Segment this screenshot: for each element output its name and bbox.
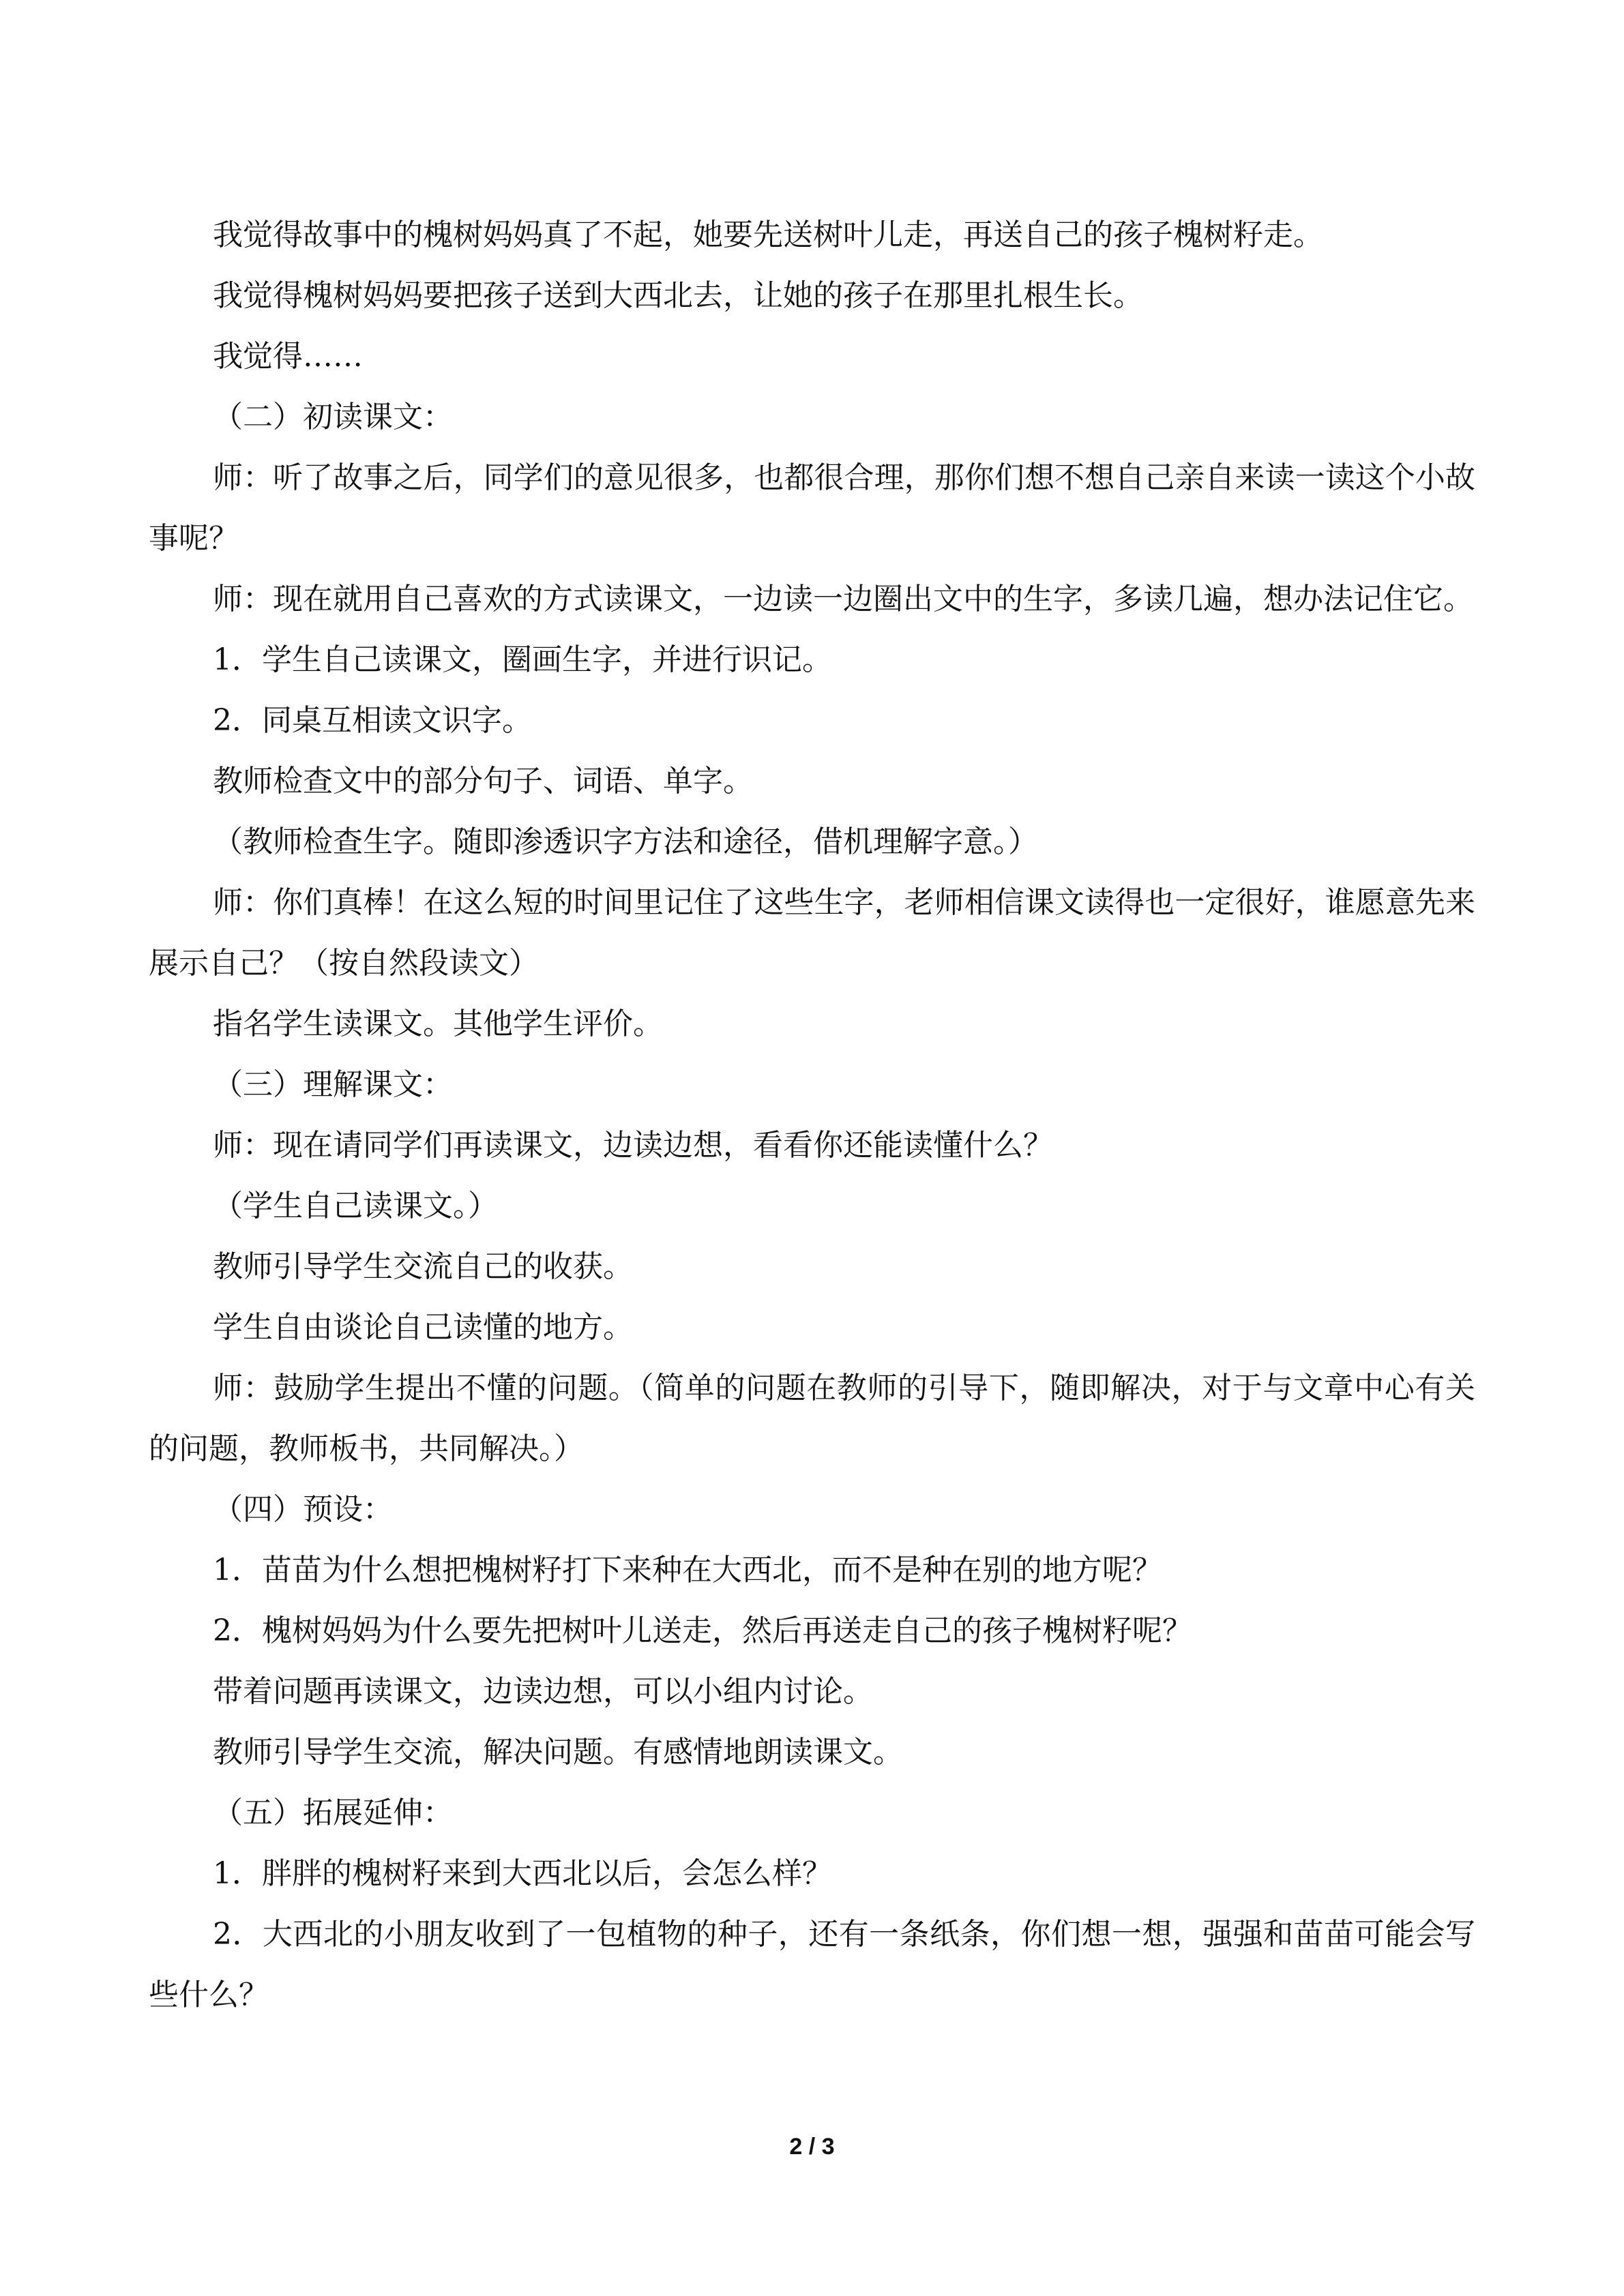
section-heading-initial-reading: （二）初读课文： — [213, 400, 453, 434]
paragraph-12: 指名学生读课文。其他学生评价。 — [213, 1007, 663, 1041]
list-item-1: 1．学生自己读课文，圈画生字，并进行识记。 — [213, 642, 832, 677]
paragraph-11: 师：你们真棒！在这么短的时间里记住了这些生字，老师相信课文读得也一定很好，谁愿意先来展示自己？（按自然段读文） — [149, 885, 1475, 981]
page-number: 2 / 3 — [789, 2134, 835, 2160]
paragraph-23: 教师引导学生交流，解决问题。有感情地朗读课文。 — [213, 1735, 903, 1770]
paragraph-6: 师：现在就用自己喜欢的方式读课文，一边读一边圈出文中的生字，多读几遍，想办法记住它。 — [213, 582, 1473, 616]
paragraph-17: 学生自由谈论自己读懂的地方。 — [213, 1310, 633, 1345]
paragraph-9: 教师检查文中的部分句子、词语、单字。 — [213, 764, 753, 799]
list-item-6: 2．大西北的小朋友收到了一包植物的种子，还有一条纸条，你们想一想，强强和苗苗可能会写些什么？ — [149, 1917, 1475, 2012]
section-heading-extension: （五）拓展延伸： — [213, 1795, 453, 1830]
section-heading-understanding: （三）理解课文： — [213, 1067, 453, 1102]
paragraph-18: 师：鼓励学生提出不懂的问题。（简单的问题在教师的引导下，随即解决，对于与文章中心有关的问题，教师板书，共同解决。） — [149, 1371, 1475, 1466]
list-item-2: 2．同桌互相读文识字。 — [213, 703, 532, 738]
paragraph-2: 我觉得槐树妈妈要把孩子送到大西北去，让她的孩子在那里扎根生长。 — [213, 278, 1143, 313]
section-heading-presets: （四）预设： — [213, 1492, 393, 1527]
document-body — [149, 205, 1475, 2025]
paragraph-14: 师：现在请同学们再读课文，边读边想，看看你还能读懂什么？ — [213, 1128, 1053, 1163]
paragraph-16: 教师引导学生交流自己的收获。 — [213, 1249, 633, 1284]
paragraph-5: 师：听了故事之后，同学们的意见很多，也都很合理，那你们想不想自己亲自来读一读这个小故事呢？ — [149, 460, 1475, 556]
paragraph-10: （教师检查生字。随即渗透识字方法和途径，借机理解字意。） — [213, 824, 1038, 859]
paragraph-3: 我觉得…… — [213, 339, 363, 374]
list-item-5: 1．胖胖的槐树籽来到大西北以后，会怎么样？ — [213, 1856, 832, 1891]
paragraph-15: （学生自己读课文。） — [213, 1189, 498, 1223]
paragraph-22: 带着问题再读课文，边读边想，可以小组内讨论。 — [213, 1674, 873, 1709]
list-item-3: 1．苗苗为什么想把槐树籽打下来种在大西北，而不是种在别的地方呢？ — [213, 1553, 1162, 1587]
list-item-4: 2．槐树妈妈为什么要先把树叶儿送走，然后再送走自己的孩子槐树籽呢？ — [213, 1613, 1192, 1648]
paragraph-1: 我觉得故事中的槐树妈妈真了不起，她要先送树叶儿走，再送自己的孩子槐树籽走。 — [213, 218, 1323, 252]
